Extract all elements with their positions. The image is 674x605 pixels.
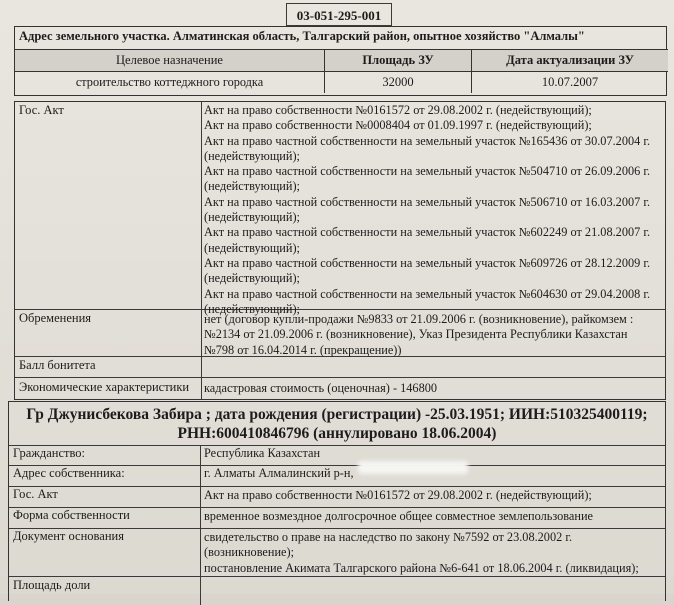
owner-title-line1: Гр Джунисбекова Забира ; дата рождения (регистрации) -25.03.1951; ИИН:510325400119; (26, 406, 648, 423)
economic-value: кадастровая стоимость (оценочная) - 146800 (204, 381, 438, 395)
value-purpose: строительство коттеджного городка (15, 71, 324, 93)
land-header-table (14, 26, 667, 96)
share-area-label: Площадь доли (13, 578, 91, 592)
value-date: 10.07.2007 (471, 71, 668, 93)
gos-act-line: (недействующий); (204, 148, 300, 163)
basis-document-line: (возникновение); (204, 545, 295, 560)
gos-act-line: Акт на право частной собственности на земельный участок №504710 от 26.09.2006 г. (204, 164, 651, 179)
gos-act-line: (недействующий); (204, 240, 300, 255)
basis-document-line: свидетельство о праве на наследство по закону №7592 от 23.08.2002 г. (204, 530, 573, 544)
cadastral-number: 03-051-295-001 (286, 3, 392, 26)
header-purpose: Целевое назначение (15, 49, 324, 71)
gos-act-line: Акт на право частной собственности на земельный участок №506710 от 16.03.2007 г. (204, 194, 651, 209)
bonitet-label: Балл бонитета (19, 358, 96, 372)
owner-address-value: г. Алматы Алмалинский р-н, (204, 466, 354, 480)
gos-act-label: Гос. Акт (19, 103, 64, 117)
gos-act-list (204, 103, 650, 317)
gos-act-line: Акт на право собственности №0008404 от 01.09.1997 г. (недействующий); (204, 118, 592, 133)
encumbrance-line: №798 от 16.04.2014 г. (прекращение)) (204, 342, 402, 357)
owner-address-label: Адрес собственника: (13, 466, 125, 480)
owner-title (8, 405, 666, 443)
gos-act-line: Акт на право частной собственности на земельный участок №609726 от 28.12.2009 г. (204, 255, 651, 270)
redacted-address (358, 461, 468, 474)
gos-act-line: Акт на право частной собственности на земельный участок №165436 от 30.07.2004 г. (204, 133, 651, 148)
citizenship-value: Республика Казахстан (204, 446, 321, 460)
basis-document-label: Документ основания (13, 529, 124, 543)
encumbrance-line: нет (договор купли-продажи №9833 от 21.09.2006 г. (возникновение), райкомзем : (204, 312, 634, 326)
gos-act-line: Акт на право частной собственности на земельный участок №604630 от 29.04.2008 г. (204, 286, 651, 301)
value-area: 32000 (324, 71, 471, 93)
citizenship-label: Гражданство: (13, 446, 86, 460)
encumbrance-label: Обременения (19, 311, 92, 325)
owner-gos-act-value: Акт на право собственности №0161572 от 29.08.2002 г. (недействующий); (204, 488, 592, 502)
gos-act-line: Акт на право частной собственности на земельный участок №602249 от 21.08.2007 г. (204, 225, 651, 240)
ownership-form-label: Форма собственности (13, 508, 130, 522)
land-address: Адрес земельного участка. Алматинская область, Талгарский район, опытное хозяйство "Алмалы" (19, 29, 585, 43)
economic-label: Экономические характеристики (19, 380, 190, 394)
encumbrance-text (204, 312, 633, 358)
header-area: Площадь ЗУ (324, 49, 471, 71)
gos-act-line: (недействующий); (204, 301, 300, 316)
ownership-form-value: временное возмездное долгосрочное общее совместное землепользование (204, 509, 594, 523)
gos-act-line: (недействующий); (204, 210, 300, 225)
basis-document-value (204, 530, 639, 576)
header-date: Дата актуализации ЗУ (471, 49, 668, 71)
basis-document-line: постановление Акимата Талгарского района №6-641 от 18.06.2004 г. (ликвидация); (204, 560, 639, 575)
owner-gos-act-label: Гос. Акт (13, 487, 58, 501)
encumbrance-line: №2134 от 21.09.2006 г. (возникновение), Указ Президента Республики Казахстан (204, 327, 628, 342)
gos-act-line: (недействующий); (204, 179, 300, 194)
gos-act-line: (недействующий); (204, 271, 300, 286)
gos-act-line: Акт на право собственности №0161572 от 29.08.2002 г. (недействующий); (204, 103, 592, 117)
owner-title-line2: РНН:600410846796 (аннулировано 18.06.2004) (177, 425, 497, 442)
